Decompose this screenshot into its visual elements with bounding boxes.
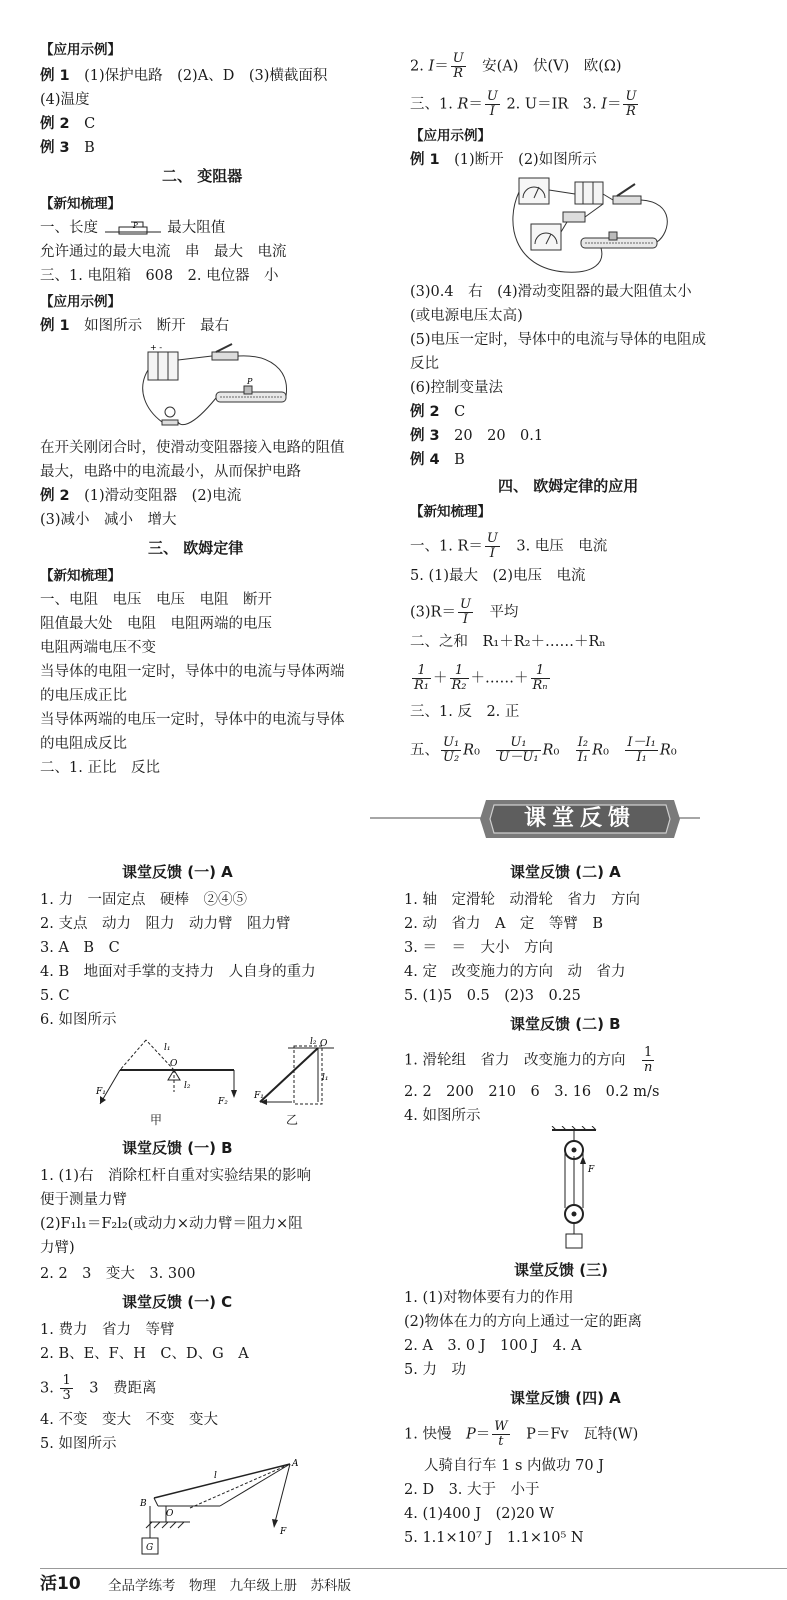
feedback-1b-line-4: 力臂) [40, 1240, 75, 1256]
feedback-title-1b: 课堂反馈 (一) B [122, 1139, 233, 1157]
rheostat-example-1: 例 1 如图所示 断开 最右 [40, 318, 230, 334]
circuit-figure-rheostat [140, 340, 300, 432]
feedback-1a-line-5: 5. C [40, 988, 70, 1004]
lever-figure-yi [252, 1034, 342, 1108]
svg-text:l₁: l₁ [164, 1043, 171, 1053]
svg-text:O: O [170, 1059, 178, 1069]
feedback-4a-line-4: 4. (1)400 J (2)20 W [404, 1506, 555, 1522]
feedback-1b-line-1: 1. (1)右 消除杠杆自重对实验结果的影响 [40, 1168, 311, 1184]
feedback-2a-line-2: 2. 动 省力 A 定 等臂 B [404, 916, 604, 932]
apply-example-tag: 【应用示例】 [40, 42, 121, 58]
example-3: 例 3 B [40, 140, 95, 156]
feedback-2b-line-2: 2. 2 200 210 6 3. 16 0.2 m/s [404, 1084, 660, 1100]
feedback-title-1c: 课堂反馈 (一) C [122, 1293, 233, 1311]
feedback-1b-line-3: (2)F₁l₁＝F₂l₂(或动力×动力臂＝阻力×阻 [40, 1216, 303, 1232]
ohm-answer-1: (3)0.4 右 (4)滑动变阻器的最大阻值太小 [410, 284, 692, 300]
banner-text: 课堂反馈 [523, 806, 636, 831]
feedback-1c-line-5: 5. 如图所示 [40, 1436, 117, 1452]
ohm-line-3: 电阻两端电压不变 [40, 640, 156, 656]
ohm-answer-5: (6)控制变量法 [410, 380, 504, 396]
application-line-2: 5. (1)最大 (2)电压 电流 [410, 568, 586, 584]
feedback-2a-line-5: 5. (1)5 0.5 (2)3 0.25 [404, 988, 581, 1004]
feedback-1b-line-5: 2. 2 3 变大 3. 300 [40, 1266, 196, 1282]
lever-figure-jia [92, 1032, 242, 1108]
new-knowledge-tag: 【新知梳理】 [40, 196, 121, 212]
feedback-2a-line-1: 1. 轴 定滑轮 动滑轮 省力 方向 [404, 892, 640, 908]
ohm-line-5: 的电压成正比 [40, 688, 127, 704]
figure-label-yi: 乙 [286, 1113, 299, 1127]
feedback-title-1a: 课堂反馈 (一) A [122, 863, 233, 881]
lever-figure-weight [130, 1456, 300, 1560]
ohm-line-4: 当导体的电阻一定时，导体中的电流与导体两端 [40, 664, 345, 680]
application-line-4: 二、之和 R₁＋R₂＋……＋Rₙ [410, 634, 606, 650]
feedback-1a-line-4: 4. B 地面对手掌的支持力 人自身的重力 [40, 964, 316, 980]
feedback-1c-line-1: 1. 费力 省力 等臂 [40, 1322, 175, 1338]
feedback-title-3: 课堂反馈 (三) [514, 1261, 608, 1279]
svg-text:A: A [292, 1459, 299, 1469]
svg-text:P: P [247, 377, 253, 386]
application-line-6: 三、1. 反 2. 正 [410, 704, 520, 720]
svg-text:l₂: l₂ [184, 1081, 191, 1091]
knowledge-line-2: 允许通过的最大电流 串 最大 电流 [40, 244, 287, 260]
ohm-answer-2: (或电源电压太高) [410, 308, 523, 324]
rheostat-example-2-cont: (3)减小 减小 增大 [40, 512, 177, 528]
figure-label-jia: 甲 [150, 1113, 163, 1127]
feedback-1c-line-2: 2. B、E、F、H C、D、G A [40, 1346, 249, 1362]
classroom-feedback-banner [480, 796, 680, 842]
feedback-4a-line-3: 2. D 3. 大于 小于 [404, 1482, 540, 1498]
section-title-ohm: 三、 欧姆定律 [148, 539, 244, 557]
feedback-3-line-3: 2. A 3. 0 J 100 J 4. A [404, 1338, 582, 1354]
feedback-1a-line-3: 3. A B C [40, 940, 120, 956]
feedback-1b-line-2: 便于测量力臂 [40, 1192, 127, 1208]
feedback-2a-line-3: 3. ＝ ＝ 大小 方向 [404, 940, 553, 956]
ohm-line-2: 阻值最大处 电阻 电阻两端的电压 [40, 616, 272, 632]
page-number: 活10 [40, 1574, 81, 1594]
feedback-1a-line-1: 1. 力 一固定点 硬棒 ②④⑤ [40, 892, 247, 908]
ohm-line-8: 二、1. 正比 反比 [40, 760, 160, 776]
ohm-example-2: 例 2 C [410, 404, 466, 420]
ohm-answer-3: (5)电压一定时，导体中的电流与导体的电阻成 [410, 332, 707, 348]
ohm-answer-4: 反比 [410, 356, 439, 372]
formula-line-2: 2. I＝ $\frac{U}{R}$ 安(A) 伏(V) 欧(Ω) [410, 51, 622, 81]
feedback-title-4a: 课堂反馈 (四) A [510, 1389, 621, 1407]
formula-line-3: 三、1. R＝ $\frac{U}{I}$ 2. U＝IR 3. I＝ $\frac{U}{R}$ [410, 89, 637, 119]
svg-text:l₁: l₁ [322, 1073, 329, 1083]
ohm-example-3: 例 3 20 20 0.1 [410, 428, 544, 444]
rheostat-example-2: 例 2 (1)滑动变阻器 (2)电流 [40, 488, 242, 504]
feedback-1c-line-3: 3. $\frac{1}{3}$ 3 费距离 [40, 1373, 157, 1403]
feedback-1c-line-4: 4. 不变 变大 不变 变大 [40, 1412, 218, 1428]
ohm-line-7: 的电阻成反比 [40, 736, 127, 752]
page-footer [0, 1568, 787, 1600]
section-title-ohm-application: 四、 欧姆定律的应用 [498, 477, 639, 495]
feedback-title-2a: 课堂反馈 (二) A [510, 863, 621, 881]
ohm-line-1: 一、电阻 电压 电压 电阻 断开 [40, 592, 272, 608]
feedback-4a-line-2: 人骑自行车 1 s 内做功 70 J [424, 1458, 604, 1474]
feedback-3-line-4: 5. 力 功 [404, 1362, 466, 1378]
svg-text:l: l [214, 1471, 217, 1481]
new-knowledge-tag-3: 【新知梳理】 [40, 568, 121, 584]
example-2: 例 2 C [40, 116, 96, 132]
svg-text:F₂: F₂ [218, 1097, 228, 1107]
knowledge-line-1: 一、长度 P 最大阻值 [40, 220, 226, 236]
feedback-3-line-2: (2)物体在力的方向上通过一定的距离 [404, 1314, 643, 1330]
rheostat-explain-2: 最大，电路中的电流最小，从而保护电路 [40, 464, 301, 480]
ohm-example-1: 例 1 (1)断开 (2)如图所示 [410, 152, 597, 168]
svg-text:F₁: F₁ [254, 1091, 264, 1101]
svg-text:G: G [146, 1543, 154, 1553]
feedback-2b-line-1: 1. 滑轮组 省力 改变施力的方向 $\frac{1}{n}$ [404, 1045, 653, 1075]
feedback-3-line-1: 1. (1)对物体要有力的作用 [404, 1290, 574, 1306]
application-line-3: (3)R＝ $\frac{U}{I}$ 平均 [410, 597, 519, 627]
application-line-5: $\frac{1}{\text{R₁}}$ ＋ $\frac{1}{\text{R₂}}$ ＋……＋ $\frac{1}{\text{Rₙ}}$ [414, 663, 548, 693]
svg-text:F₁: F₁ [96, 1087, 106, 1097]
example-1-cont: (4)温度 [40, 92, 90, 108]
svg-text:F: F [280, 1527, 287, 1537]
rheostat-explain-1: 在开关刚闭合时，使滑动变阻器接入电路的阻值 [40, 440, 345, 456]
application-line-7: 五、 $\frac{\text{U₁}}{\text{U₂}}$ R₀ $\frac{\text{U₁}}{\text{U－U₁}}$ R₀ $\frac{\text{I₂}}{\text{I₁}}$ R₀ $\frac{\text{I－I₁}}{\text{I₁}}$ R₀ [410, 735, 677, 765]
svg-text:l₂: l₂ [310, 1037, 317, 1047]
apply-example-tag-2: 【应用示例】 [40, 294, 121, 310]
example-1: 例 1 (1)保护电路 (2)A、D (3)横截面积 [40, 68, 328, 84]
svg-text:O: O [320, 1039, 328, 1049]
feedback-2b-line-3: 4. 如图所示 [404, 1108, 481, 1124]
knowledge-line-3: 三、1. 电阻箱 608 2. 电位器 小 [40, 268, 279, 284]
feedback-1a-line-6: 6. 如图所示 [40, 1012, 117, 1028]
apply-example-tag-r: 【应用示例】 [410, 128, 491, 144]
rheostat-symbol-icon [103, 221, 163, 235]
ohm-example-4: 例 4 B [410, 452, 465, 468]
section-title-rheostat: 二、 变阻器 [162, 167, 243, 185]
svg-text:B: B [140, 1499, 147, 1509]
footer-book-info: 全品学练考 物理 九年级上册 苏科版 [108, 1578, 351, 1594]
application-line-1: 一、1. R＝ $\frac{U}{I}$ 3. 电压 电流 [410, 531, 608, 561]
feedback-2a-line-4: 4. 定 改变施力的方向 动 省力 [404, 964, 626, 980]
svg-text:P: P [132, 222, 138, 230]
feedback-title-2b: 课堂反馈 (二) B [510, 1015, 621, 1033]
feedback-1a-line-2: 2. 支点 动力 阻力 动力臂 阻力臂 [40, 916, 291, 932]
svg-text:O: O [166, 1509, 174, 1519]
pulley-figure [548, 1126, 608, 1252]
ohm-line-6: 当导体两端的电压一定时，导体中的电流与导体 [40, 712, 345, 728]
svg-text:F: F [588, 1165, 595, 1175]
circuit-figure-ohm [505, 172, 680, 280]
new-knowledge-tag-r: 【新知梳理】 [410, 504, 491, 520]
svg-text:+ -: + - [150, 343, 163, 352]
feedback-4a-line-1: 1. 快慢 P＝ $\frac{W}{t}$ P＝Fv 瓦特(W) [404, 1419, 639, 1449]
feedback-4a-line-5: 5. 1.1×10⁷ J 1.1×10⁵ N [404, 1530, 584, 1546]
